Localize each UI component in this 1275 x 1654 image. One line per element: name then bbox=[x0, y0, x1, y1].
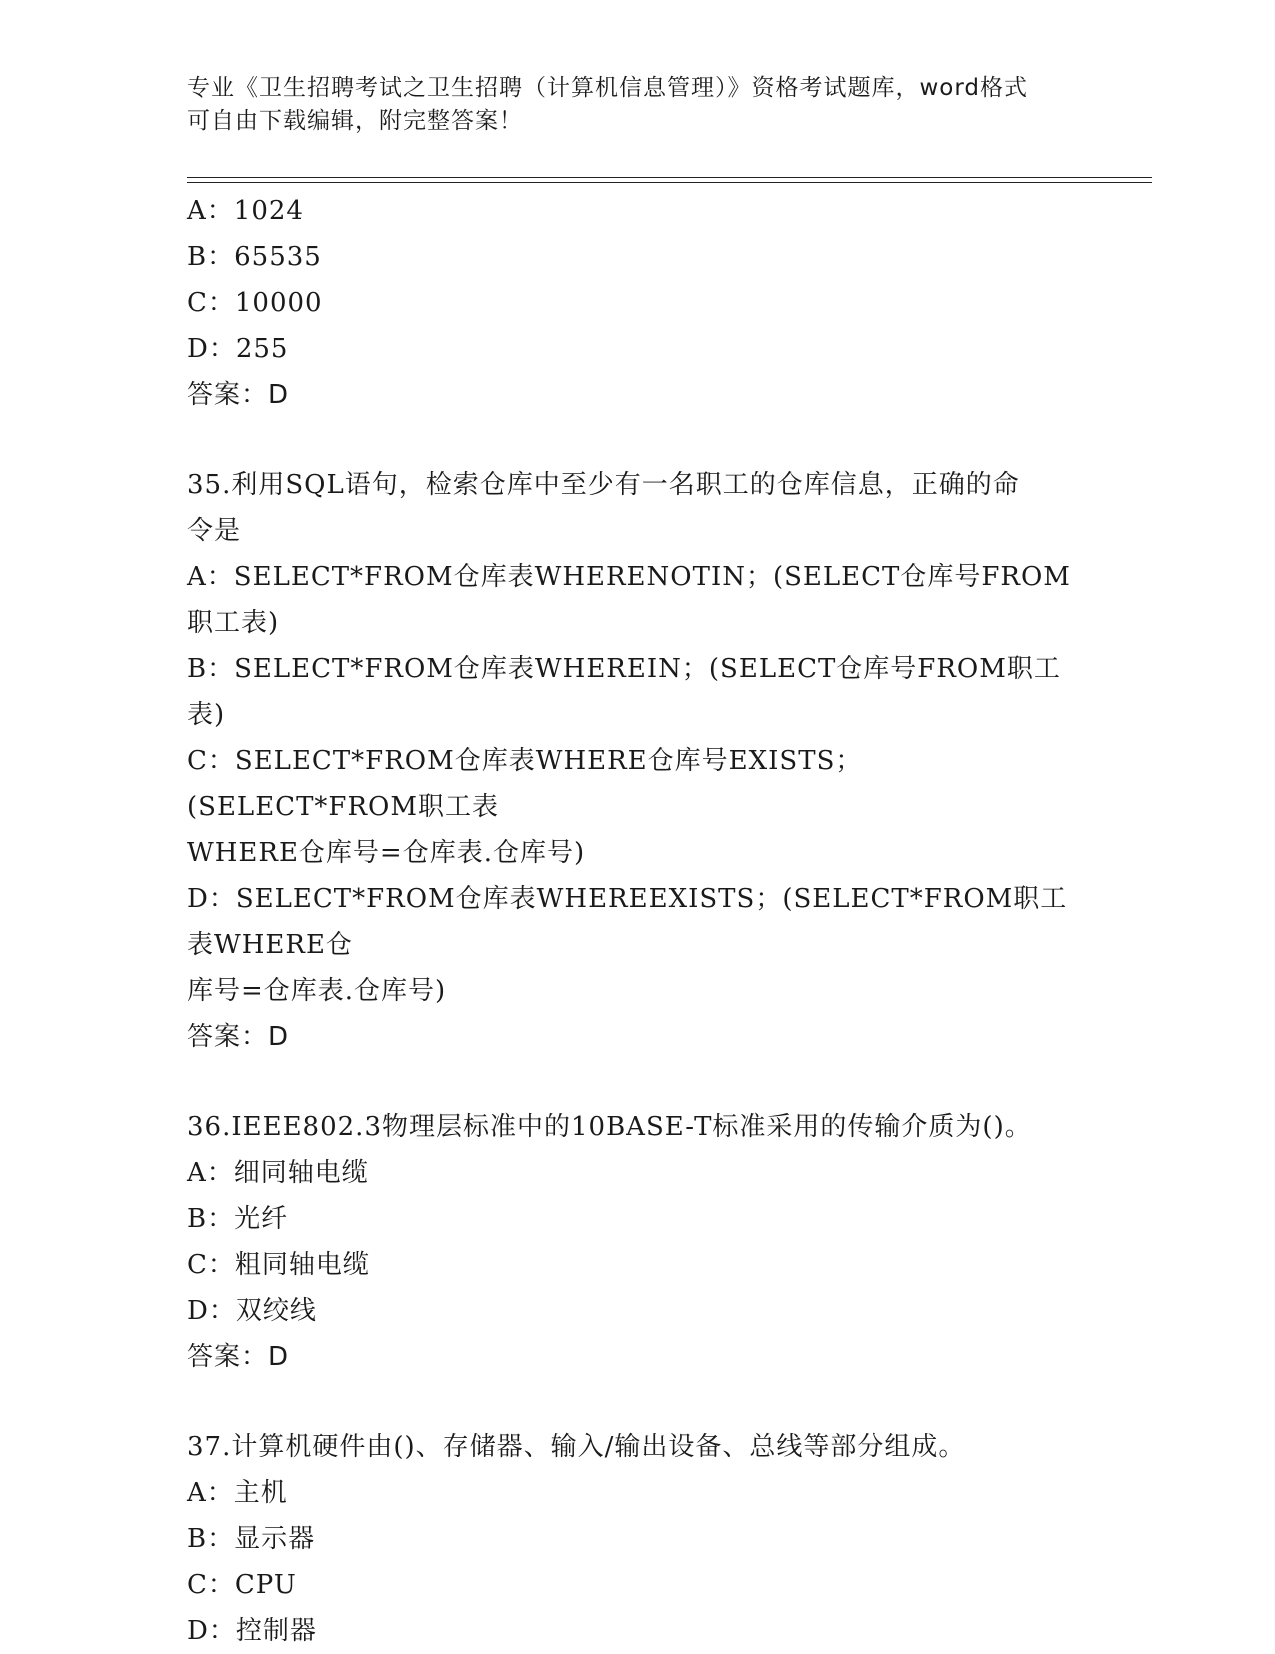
option-a: A：细同轴电缆 bbox=[187, 1158, 369, 1188]
option-d: D：控制器 bbox=[187, 1616, 317, 1646]
question-35 bbox=[187, 462, 1087, 1060]
document-header bbox=[187, 72, 1067, 138]
question-stem: 35.利用SQL语句，检索仓库中至少有一名职工的仓库信息，正确的命 bbox=[187, 470, 1020, 500]
option-c: C：SELECT*FROM仓库表WHERE仓库号EXISTS；(SELECT*FROM职工表 bbox=[187, 746, 863, 822]
prev-question bbox=[187, 188, 1087, 418]
option-a: A：主机 bbox=[187, 1478, 288, 1508]
answer: 答案：D bbox=[187, 1022, 290, 1052]
header-line-2: 可自由下载编辑，附完整答案！ bbox=[187, 108, 523, 134]
question-stem: 36.IEEE802.3物理层标准中的10BASE-T标准采用的传输介质为()。 bbox=[187, 1112, 1032, 1142]
option-c: C：粗同轴电缆 bbox=[187, 1250, 370, 1280]
answer: 答案：D bbox=[187, 1342, 290, 1372]
option-c-cont: WHERE仓库号=仓库表.仓库号) bbox=[187, 838, 586, 868]
question-36 bbox=[187, 1104, 1087, 1380]
option-d: D：255 bbox=[187, 334, 289, 364]
option-b: B：光纤 bbox=[187, 1204, 289, 1234]
option-d: D：SELECT*FROM仓库表WHEREEXISTS；(SELECT*FROM职工表WHERE仓 bbox=[187, 884, 1068, 960]
header-line-1: 专业《卫生招聘考试之卫生招聘（计算机信息管理）》资格考试题库，word格式 bbox=[187, 75, 1029, 101]
answer: 答案：D bbox=[187, 380, 290, 410]
option-d: D：双绞线 bbox=[187, 1296, 317, 1326]
option-a: A：SELECT*FROM仓库表WHERENOTIN；(SELECT仓库号FROM职工表) bbox=[187, 562, 1071, 638]
question-stem: 37.计算机硬件由()、存储器、输入/输出设备、总线等部分组成。 bbox=[187, 1432, 966, 1462]
option-d-cont: 库号=仓库表.仓库号) bbox=[187, 976, 447, 1006]
option-a: A：1024 bbox=[187, 196, 304, 226]
question-content bbox=[187, 188, 1087, 1654]
header-rule-bottom bbox=[187, 182, 1152, 183]
option-b: B：65535 bbox=[187, 242, 322, 272]
question-37 bbox=[187, 1424, 1087, 1654]
header-rule-top bbox=[187, 177, 1152, 178]
option-b: B：SELECT*FROM仓库表WHEREIN；(SELECT仓库号FROM职工表) bbox=[187, 654, 1061, 730]
option-b: B：显示器 bbox=[187, 1524, 316, 1554]
question-stem-cont: 令是 bbox=[187, 516, 242, 546]
option-c: C：CPU bbox=[187, 1570, 297, 1600]
option-c: C：10000 bbox=[187, 288, 323, 318]
